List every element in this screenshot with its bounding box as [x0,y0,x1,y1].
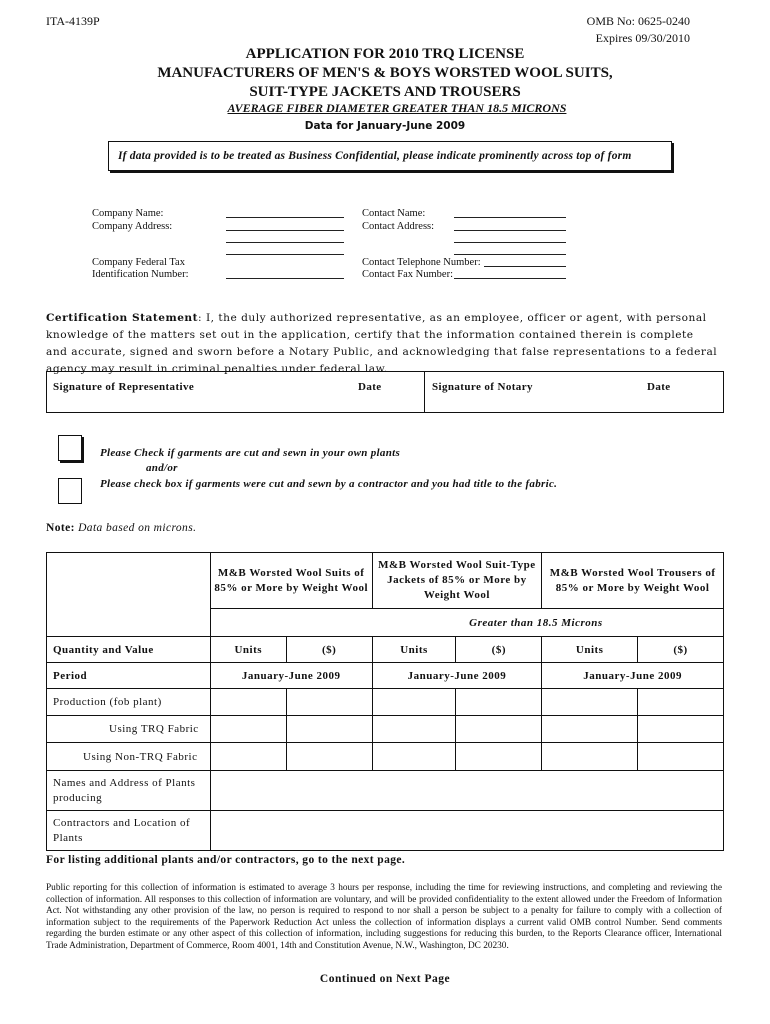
confidential-notice-box [108,141,672,171]
contractors-field[interactable] [210,811,723,851]
notary-signature-label[interactable]: Signature of Notary [432,381,533,393]
form-title-line-3: SUIT-TYPE JACKETS AND TROUSERS [249,84,521,100]
signature-divider [424,372,425,412]
plants-field[interactable] [210,771,723,811]
note [46,522,196,534]
trousers-units-header: Units [542,637,638,663]
contact-phone-field[interactable] [484,266,566,267]
row-label-plants: Names and Address of Plants producing [47,771,211,811]
row-label-non-trq-fabric: Using Non-TRQ Fabric [47,743,211,771]
certification-text: : I, the duly authorized representative, as an employee, officer or agent, with personal knowledge of the matters set out in the application, certify that the information contained therein is complete and accurate, signed and sworn before a Notary Public, and acknowledging that false representations to a federal agency may result in criminal penalties under federal law. [46,312,718,375]
production-trousers-dollars[interactable] [638,689,724,716]
notary-date-label[interactable]: Date [647,381,671,393]
contact-address-field-1[interactable] [454,230,566,231]
contact-name-label: Contact Name: [362,208,426,219]
company-name-field[interactable] [226,217,344,218]
production-suits-units[interactable] [210,689,286,716]
non-trq-jackets-units[interactable] [372,743,456,771]
non-trq-jackets-dollars[interactable] [456,743,542,771]
trq-jackets-dollars[interactable] [456,716,542,743]
signature-box [46,371,724,413]
production-trousers-units[interactable] [542,689,638,716]
row-label-contractors: Contractors and Location of Plants [47,811,211,851]
tax-id-field[interactable] [226,278,344,279]
contact-fax-field[interactable] [454,278,566,279]
company-address-field-1[interactable] [226,230,344,231]
jackets-units-header: Units [372,637,456,663]
company-name-label: Company Name: [92,208,164,219]
contact-phone-label: Contact Telephone Number: [362,257,481,268]
production-suits-dollars[interactable] [286,689,372,716]
row-label-trq-fabric: Using TRQ Fabric [47,716,211,743]
non-trq-trousers-units[interactable] [542,743,638,771]
certification-statement [46,310,718,378]
col-header-trousers: M&B Worsted Wool Trousers of 85% or More by Weight Wool [542,553,724,609]
contact-fax-label: Contact Fax Number: [362,269,453,280]
form-title-line-2: MANUFACTURERS OF MEN'S & BOYS WORSTED WOOL SUITS, [157,65,613,81]
burden-statement: Public reporting for this collection of information is estimated to average 3 hours per response, including the time for reviewing instructions, and completing and reviewing the collection of information. All responses to this collection of information are voluntary, and will be provided confidentiality to the extent allowed under the Freedom of Information Act. Not withstanding any other provision of the law, no person is required to respond to nor shall a person be subject to a penalty for failure to comply with a collection of information subject to the requirements of the Paperwork Reduction Act unless the collection of information displays a current valid OMB control Number. Send comments regarding the burden estimate or any other aspect of this collection of information, including suggestions for reducing this burden, to the Reports Clearance officer, International Trade Administration, Department of Commerce, Room 4001, 14th and Constitution Avenue, N.W., Washington, DC 20230. [46,883,722,951]
trq-suits-units[interactable] [210,716,286,743]
contact-name-field[interactable] [454,217,566,218]
andor-label: and/or [146,462,178,474]
form-subtitle: AVERAGE FIBER DIAMETER GREATER THAN 18.5 MICRONS [227,101,567,115]
continued-footer: Continued on Next Page [319,973,451,985]
data-period: Data for January-June 2009 [304,120,466,132]
suits-dollars-header: ($) [286,637,372,663]
contact-address-field-2[interactable] [454,242,566,243]
representative-signature-label[interactable]: Signature of Representative [53,381,195,393]
col-header-suits: M&B Worsted Wool Suits of 85% or More by Weight Wool [210,553,372,609]
blank-header-cell [47,553,211,637]
certification-heading: Certification Statement [46,312,199,324]
non-trq-trousers-dollars[interactable] [638,743,724,771]
suits-units-header: Units [210,637,286,663]
micron-banner: Greater than 18.5 Microns [210,609,723,637]
jackets-period: January-June 2009 [372,663,542,689]
jackets-dollars-header: ($) [456,637,542,663]
trousers-period: January-June 2009 [542,663,724,689]
company-address-label: Company Address: [92,221,173,232]
form-id: ITA-4139P [46,14,100,28]
note-label: Note: [46,522,75,534]
trq-trousers-units[interactable] [542,716,638,743]
form-title-line-1: APPLICATION FOR 2010 TRQ LICENSE [245,46,525,62]
company-address-field-2[interactable] [226,242,344,243]
col-header-jackets: M&B Worsted Wool Suit-Type Jackets of 85% or More by Weight Wool [372,553,542,609]
production-table [46,552,724,851]
suits-period: January-June 2009 [210,663,372,689]
company-address-field-3[interactable] [226,254,344,255]
expiration-date: Expires 09/30/2010 [595,31,690,45]
non-trq-suits-dollars[interactable] [286,743,372,771]
trq-trousers-dollars[interactable] [638,716,724,743]
trousers-dollars-header: ($) [638,637,724,663]
contractor-checkbox[interactable] [58,478,82,504]
period-label: Period [47,663,211,689]
contact-address-field-3[interactable] [454,254,566,255]
trq-suits-dollars[interactable] [286,716,372,743]
additional-plants-note: For listing additional plants and/or contractors, go to the next page. [46,854,406,866]
note-text: Data based on microns. [74,522,197,534]
tax-id-label-line-1: Company Federal Tax [92,257,185,268]
qty-value-label: Quantity and Value [47,637,211,663]
production-jackets-units[interactable] [372,689,456,716]
row-label-production: Production (fob plant) [47,689,211,716]
omb-number: OMB No: 0625-0240 [586,14,690,28]
representative-date-label[interactable]: Date [358,381,382,393]
tax-id-label-line-2: Identification Number: [92,269,189,280]
non-trq-suits-units[interactable] [210,743,286,771]
production-jackets-dollars[interactable] [456,689,542,716]
own-plants-checkbox[interactable] [58,435,82,461]
contact-address-label: Contact Address: [362,221,435,232]
confidential-notice-text: If data provided is to be treated as Business Confidential, please indicate prominently across top of form [118,150,632,162]
trq-jackets-units[interactable] [372,716,456,743]
own-plants-label: Please Check if garments are cut and sewn in your own plants [100,447,401,459]
contractor-label: Please check box if garments were cut and sewn by a contractor and you had title to the fabric. [100,478,558,490]
